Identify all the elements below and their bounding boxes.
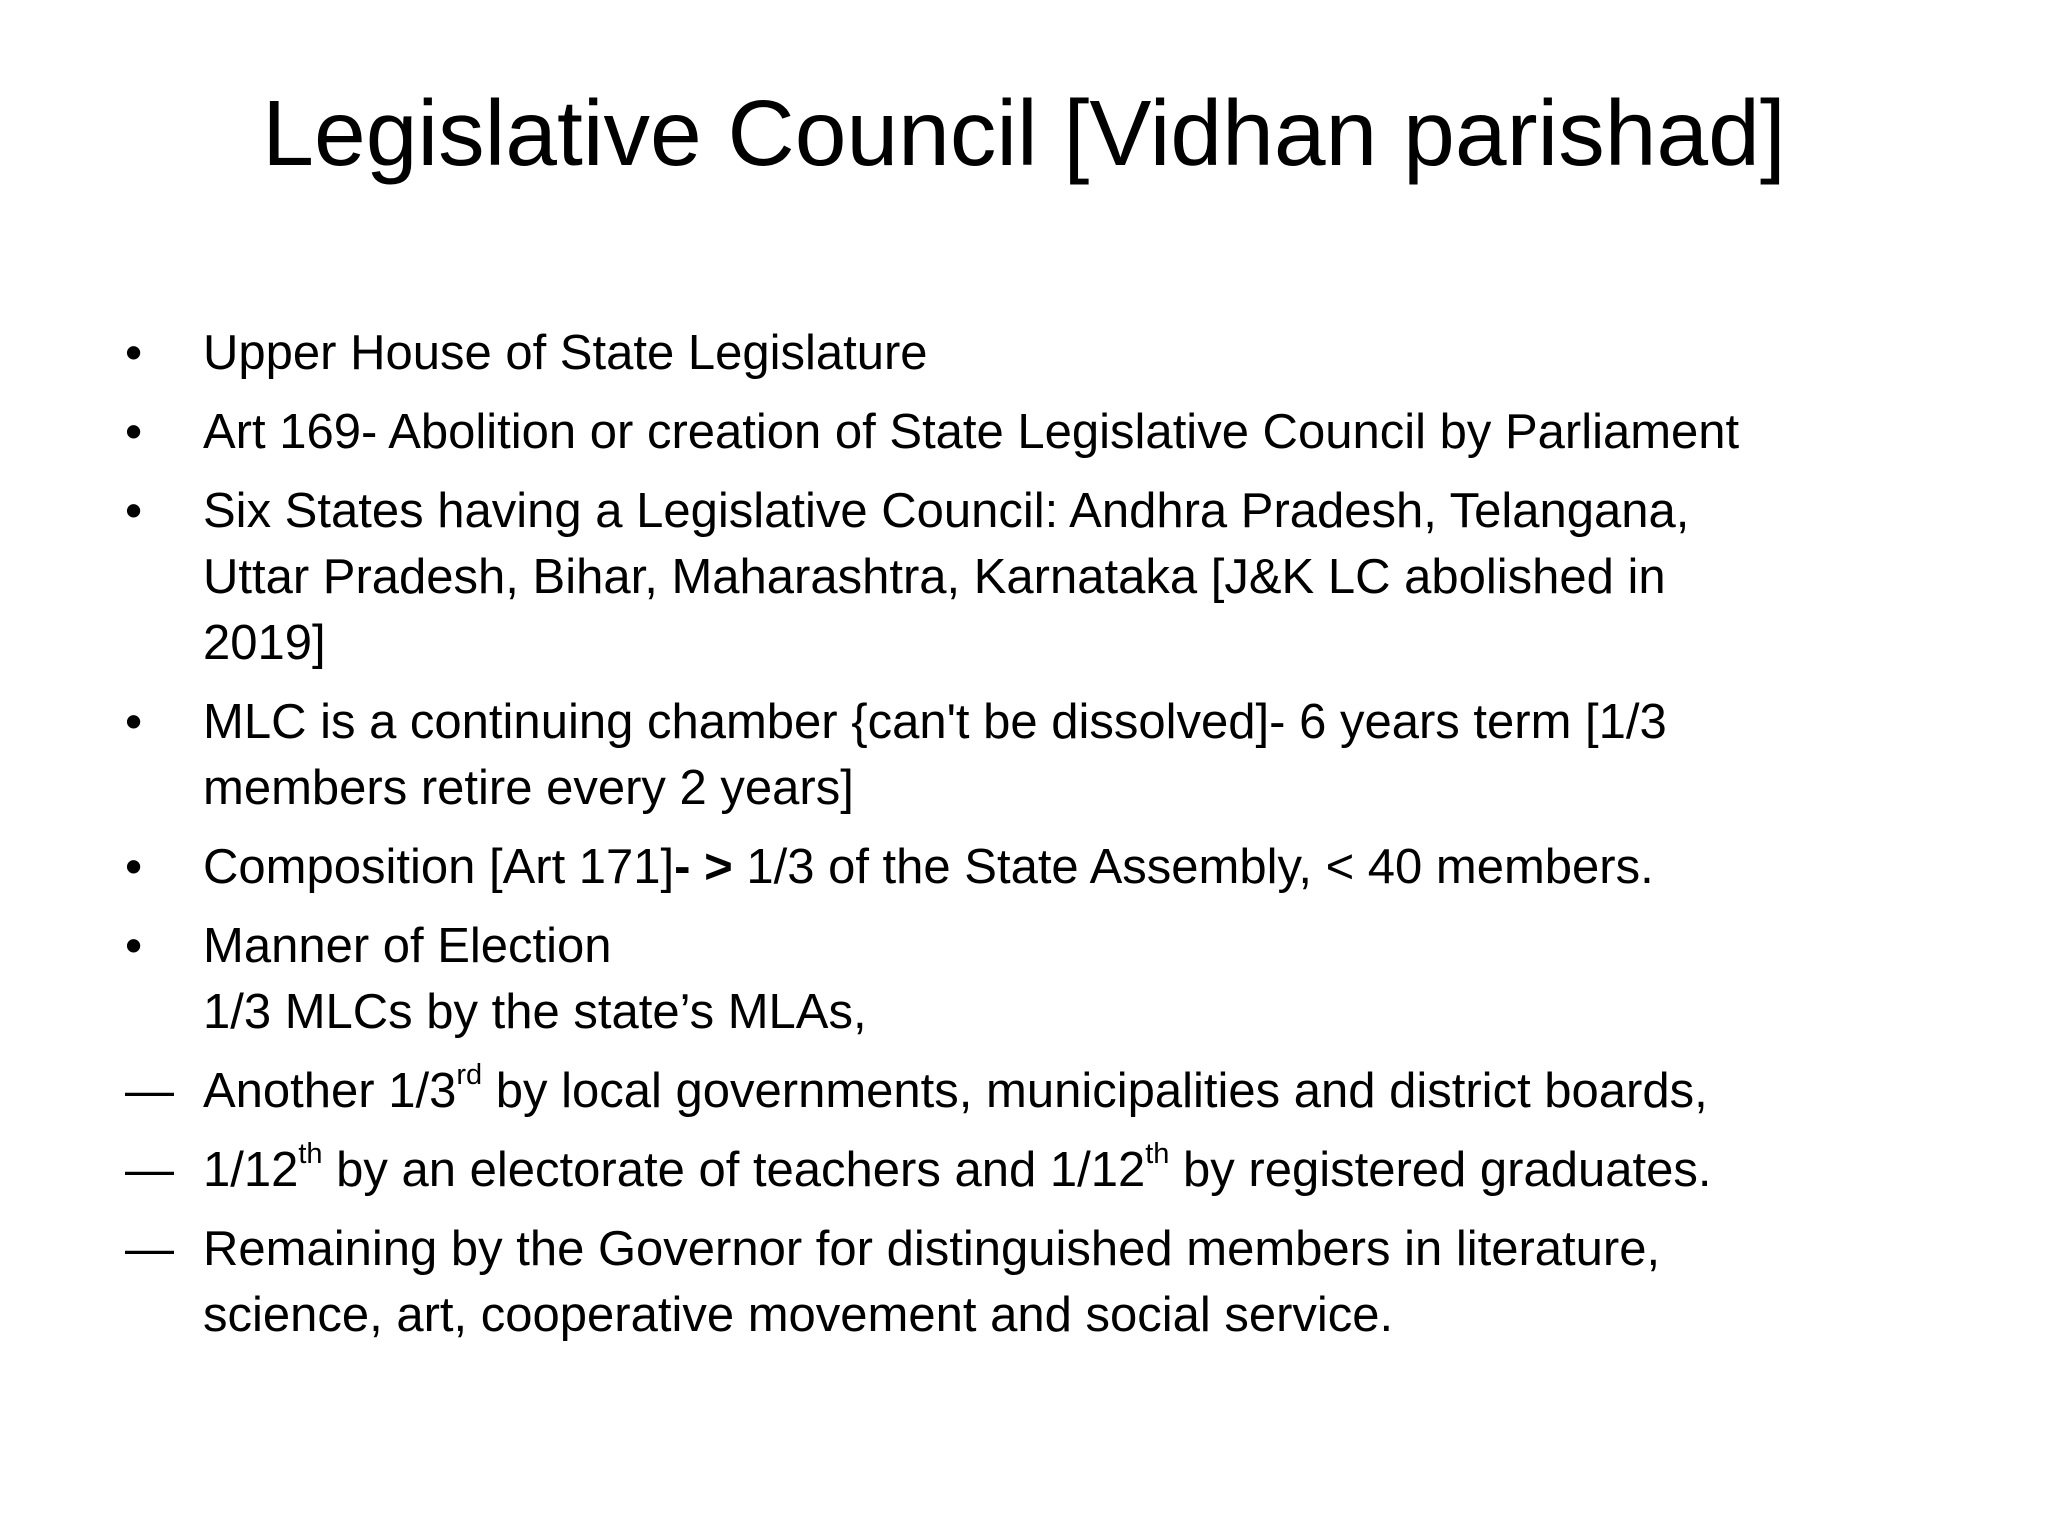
list-item [125,320,1965,386]
list-item [125,1137,1965,1203]
list-item-line: science, art, cooperative movement and social service. [203,1288,1394,1342]
composition-suffix: 1/3 of the State Assembly, < 40 members. [732,840,1654,894]
list-item [125,913,1965,1045]
list-item-text-suffix: by local governments, municipalities and district boards, [482,1064,1708,1118]
list-item [125,834,1965,900]
bullet-marker: • [125,405,143,459]
bullet-marker: • [125,484,143,538]
list-item-line: Six States having a Legislative Council: Andhra Pradesh, Telangana, [203,484,1690,538]
bullet-marker: • [125,326,143,380]
list-item-text: Art 169- Abolition or creation of State Legislative Council by Parliament [203,405,1740,459]
list-item [125,1216,1965,1348]
list-item-line: Manner of Election [203,919,612,973]
superscript: rd [456,1058,483,1091]
list-item-text-middle: by an electorate of teachers and 1/12 [322,1143,1146,1197]
list-item-text-prefix: 1/12 [203,1143,299,1197]
bullet-marker: • [125,840,143,894]
list-item-text-prefix: Another 1/3 [203,1064,457,1118]
list-item [125,399,1965,465]
bullet-marker: • [125,695,143,749]
list-item-line: 2019] [203,616,326,670]
superscript: th [1145,1137,1170,1170]
list-item-line: members retire every 2 years] [203,761,854,815]
composition-prefix: Composition [Art 171] [203,840,675,894]
list-item-text: Upper House of State Legislature [203,326,928,380]
composition-arrow: - > [674,840,733,894]
slide-title: Legislative Council [Vidhan parishad] [262,81,1786,185]
list-item-line: Remaining by the Governor for distinguished members in literature, [203,1222,1661,1276]
dash-marker: — [125,1064,174,1118]
bullet-marker: • [125,919,143,973]
bullet-list [125,320,1965,1361]
list-item-line: 1/3 MLCs by the state’s MLAs, [203,985,867,1039]
list-item-line: Uttar Pradesh, Bihar, Maharashtra, Karnataka [J&K LC abolished in [203,550,1666,604]
dash-marker: — [125,1222,174,1276]
list-item [125,1058,1965,1124]
list-item [125,689,1965,821]
list-item [125,478,1965,676]
list-item-text-suffix: by registered graduates. [1169,1143,1712,1197]
superscript: th [298,1137,323,1170]
list-item-line: MLC is a continuing chamber {can't be dissolved]- 6 years term [1/3 [203,695,1667,749]
dash-marker: — [125,1143,174,1197]
